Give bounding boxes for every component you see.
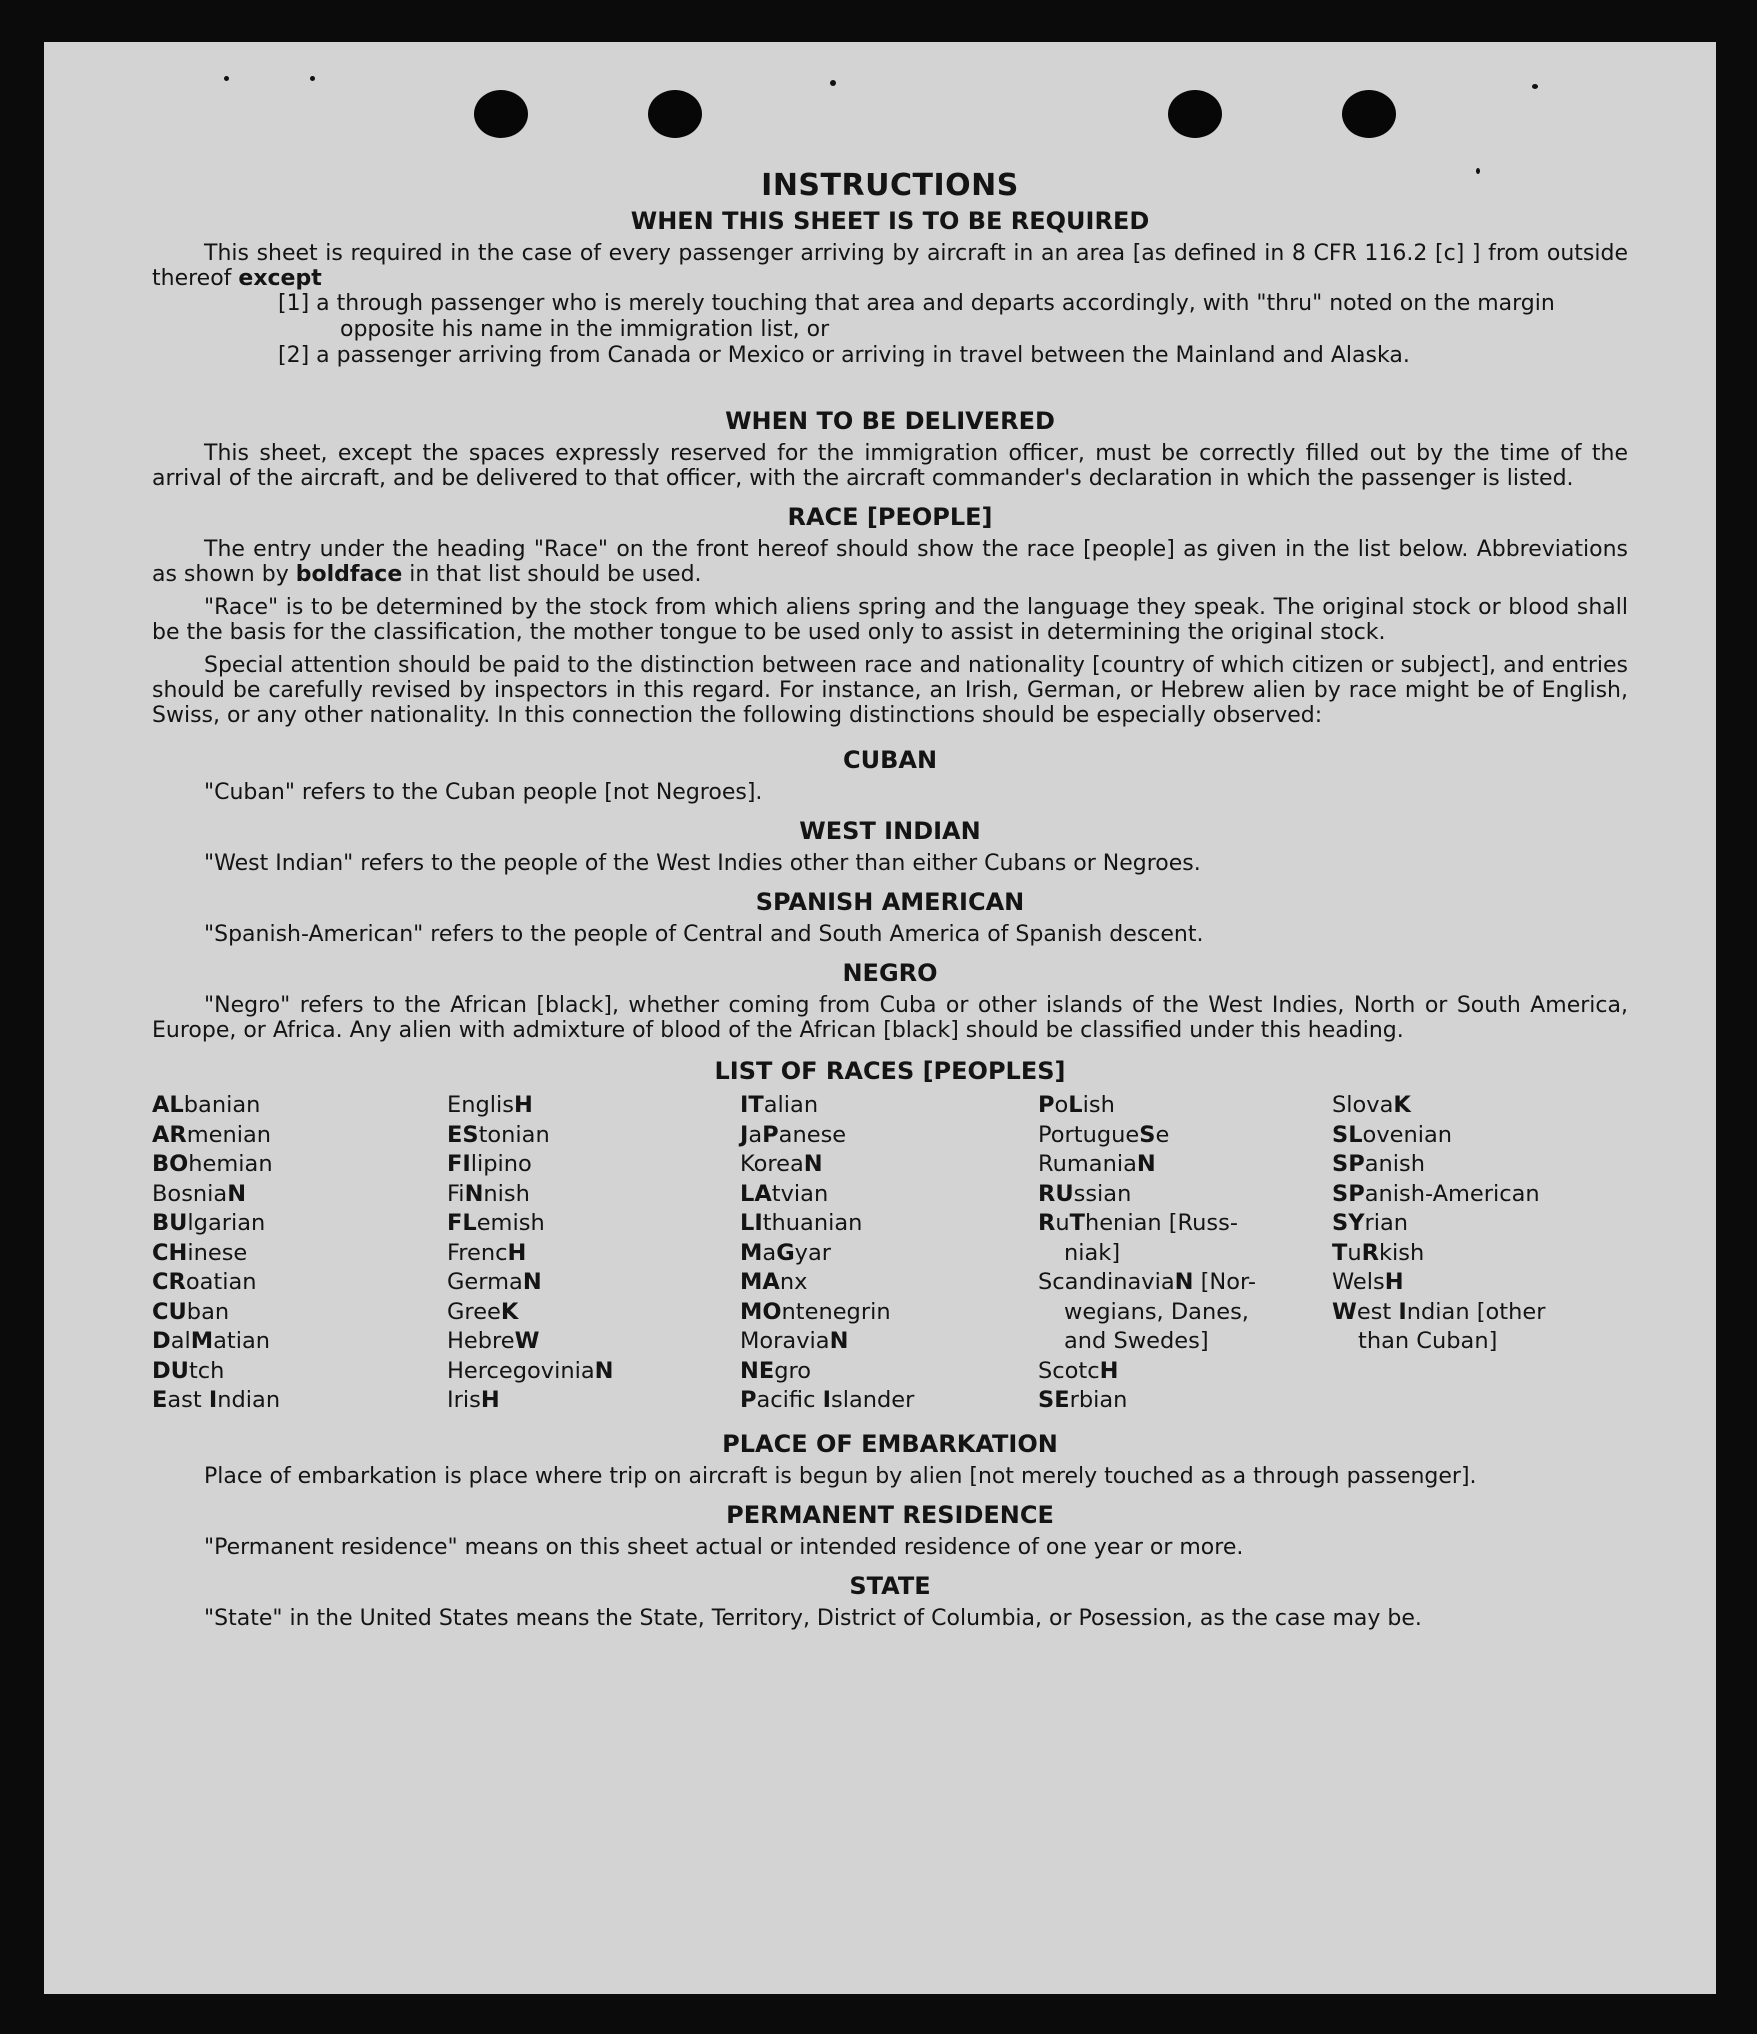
race-abbreviation: FI — [447, 1151, 471, 1177]
race-paragraph-3: Special attention should be paid to the distinction between race and nationality [country of which citizen or subject], and entries should be carefully revised by inspectors in this regard. For instance, an Irish, German, or Hebrew alien by race might be of English, Swiss, or any other nationality. In this connection the following distinctions should be especially observed: — [152, 653, 1628, 728]
race-text: lipino — [470, 1151, 532, 1177]
race-abbreviation: LA — [740, 1180, 772, 1207]
race-entry — [740, 1357, 1038, 1387]
race-text: al — [170, 1328, 191, 1354]
race-abbreviation: SL — [1332, 1121, 1363, 1148]
race-text: rbian — [1069, 1387, 1128, 1413]
heading-list-of-races: LIST OF RACES [PEOPLES] — [714, 1057, 1066, 1085]
race-p1-boldface: boldface — [295, 562, 403, 587]
heading-negro: NEGRO — [842, 959, 938, 987]
race-entry — [447, 1357, 740, 1387]
race-text: Hebre — [447, 1328, 515, 1354]
punch-hole — [648, 90, 702, 138]
race-text: Slova — [1332, 1092, 1394, 1118]
delivered-text: This sheet, except the spaces expressly reserved for the immigration officer, must be correctly filled out by the time of the arrival of the aircraft, and be delivered to that officer, with the aircraft commander's declaration in which the passenger is listed. — [152, 441, 1628, 491]
west-indian-text: "West Indian" refers to the people of the West Indies other than either Cubans or Negroes. — [204, 851, 1201, 876]
required-intro — [152, 241, 1628, 291]
race-entry — [1332, 1298, 1628, 1328]
race-abbreviation: R — [1038, 1210, 1056, 1236]
race-entry — [1332, 1268, 1628, 1298]
race-entry — [740, 1386, 1038, 1416]
residence-text: "Permanent residence" means on this sheet actual or intended residence of one year or more. — [204, 1534, 1244, 1560]
race-text: nx — [779, 1269, 808, 1295]
race-abbreviation: N — [829, 1328, 849, 1354]
race-abbreviation: T — [1069, 1210, 1085, 1236]
instructions-body — [152, 168, 1628, 1631]
races-column — [447, 1091, 740, 1416]
page-title: INSTRUCTIONS — [761, 168, 1019, 203]
race-text: atian — [213, 1328, 271, 1354]
race-abbreviation: CR — [152, 1269, 186, 1295]
item-text: a through passenger who is merely touching that area and departs accordingly, with "thru" noted on the margin opposite his name in the immigration list, or — [316, 291, 1555, 342]
speck — [310, 76, 315, 81]
race-entry — [1332, 1327, 1628, 1357]
race-text: est — [1356, 1298, 1399, 1325]
race-text: and Swedes] — [1064, 1328, 1209, 1354]
race-entry — [1332, 1209, 1628, 1239]
race-abbreviation: ES — [447, 1121, 479, 1148]
race-entry — [740, 1268, 1038, 1298]
race-abbreviation: SP — [1332, 1151, 1365, 1177]
race-entry — [1038, 1180, 1332, 1210]
race-abbreviation: MO — [740, 1298, 782, 1325]
race-text: Wels — [1332, 1269, 1385, 1295]
race-entry — [740, 1298, 1038, 1328]
race-abbreviation: K — [500, 1298, 519, 1325]
race-text: thuanian — [762, 1210, 863, 1236]
race-text: Iris — [447, 1387, 481, 1413]
speck — [224, 76, 229, 81]
race-entry — [152, 1239, 447, 1269]
race-text: ndian [other — [1406, 1298, 1546, 1325]
race-entry — [447, 1386, 740, 1416]
race-entry — [447, 1091, 740, 1121]
race-text: slander — [830, 1387, 915, 1413]
race-text: banian — [183, 1092, 261, 1118]
race-entry — [740, 1239, 1038, 1269]
races-column — [1038, 1091, 1332, 1416]
race-entry — [152, 1298, 447, 1328]
race-entry — [447, 1327, 740, 1357]
race-entry — [152, 1268, 447, 1298]
race-entry — [152, 1150, 447, 1180]
race-abbreviation: IT — [740, 1092, 764, 1118]
spanish-american-text: "Spanish-American" refers to the people of Central and South America of Spanish descent. — [204, 922, 1204, 947]
race-entry — [1038, 1150, 1332, 1180]
races-column — [152, 1091, 447, 1416]
race-text: wegians, Danes, — [1064, 1298, 1249, 1325]
race-entry — [1038, 1121, 1332, 1151]
heading-spanish-american: SPANISH AMERICAN — [755, 888, 1025, 916]
item-text: a passenger arriving from Canada or Mexico or arriving in travel between the Mainland and Alaska. — [316, 343, 1410, 368]
required-intro-text: This sheet is required in the case of every passenger arriving by aircraft in an area [as defined in 8 CFR 116.2 [c] ] from outside thereof — [152, 241, 1628, 291]
race-entry — [447, 1209, 740, 1239]
race-entry — [740, 1121, 1038, 1151]
item-number: [2] — [278, 343, 310, 368]
race-text: o — [1054, 1092, 1069, 1118]
race-text: tonian — [478, 1121, 550, 1148]
race-text: yar — [794, 1239, 832, 1266]
heading-race: RACE [PEOPLE] — [787, 503, 993, 531]
race-entry — [740, 1091, 1038, 1121]
race-text: hemian — [188, 1151, 273, 1177]
race-abbreviation: DU — [152, 1357, 189, 1384]
race-text: u — [1347, 1239, 1362, 1266]
race-entry — [1038, 1327, 1332, 1357]
race-text: ish — [1082, 1092, 1115, 1118]
required-item-2 — [152, 343, 1628, 369]
race-text: Gree — [447, 1298, 501, 1325]
race-abbreviation: N — [522, 1269, 542, 1295]
race-abbreviation: H — [513, 1092, 533, 1118]
race-text: ntenegrin — [781, 1298, 891, 1325]
race-entry — [152, 1386, 447, 1416]
race-text: e — [1155, 1121, 1170, 1148]
race-abbreviation: I — [1398, 1298, 1407, 1325]
race-abbreviation: S — [1139, 1121, 1156, 1148]
race-abbreviation: FL — [447, 1210, 477, 1236]
race-entry — [1038, 1239, 1332, 1269]
race-abbreviation: T — [1332, 1239, 1348, 1266]
race-abbreviation: W — [1332, 1298, 1357, 1325]
race-entry — [1038, 1091, 1332, 1121]
race-abbreviation: E — [152, 1387, 168, 1413]
race-text: nish — [483, 1180, 530, 1207]
race-abbreviation: LI — [740, 1210, 763, 1236]
race-entry — [447, 1268, 740, 1298]
race-text: Englis — [447, 1092, 514, 1118]
race-text: menian — [186, 1121, 272, 1148]
race-entry — [1038, 1209, 1332, 1239]
item-number: [1] — [278, 291, 310, 316]
race-abbreviation: N — [1174, 1269, 1194, 1295]
race-abbreviation: P — [740, 1387, 757, 1413]
races-list — [152, 1091, 1628, 1416]
race-text: u — [1055, 1210, 1070, 1236]
race-entry — [740, 1327, 1038, 1357]
race-text: henian [Russ- — [1084, 1210, 1238, 1236]
heading-cuban: CUBAN — [842, 746, 938, 774]
race-text: Moravia — [740, 1328, 830, 1354]
race-entry — [740, 1150, 1038, 1180]
race-text: kish — [1378, 1239, 1425, 1266]
race-entry — [447, 1180, 740, 1210]
race-entry — [447, 1239, 740, 1269]
embarkation-text: Place of embarkation is place where trip on aircraft is begun by alien [not merely touched as a through passenger]. — [204, 1463, 1477, 1489]
punch-hole — [1342, 90, 1396, 138]
race-text: Fi — [447, 1180, 465, 1207]
race-text: ban — [186, 1298, 230, 1325]
speck — [1532, 84, 1538, 89]
race-text: alian — [763, 1092, 819, 1118]
race-p1-text: The entry under the heading "Race" on the front hereof should show the race [people] as given in the list below. Abbreviations as shown by — [152, 537, 1628, 587]
race-entry — [1038, 1298, 1332, 1328]
race-abbreviation: W — [514, 1328, 540, 1354]
race-text: Rumania — [1038, 1151, 1137, 1177]
race-text: rian — [1364, 1210, 1409, 1236]
race-abbreviation: SE — [1038, 1387, 1070, 1413]
race-entry — [447, 1121, 740, 1151]
race-abbreviation: H — [1099, 1357, 1119, 1384]
state-text: "State" in the United States means the State, Territory, District of Columbia, or Posession, as the case may be. — [204, 1605, 1422, 1631]
race-abbreviation: CU — [152, 1298, 187, 1325]
negro-text: "Negro" refers to the African [black], whether coming from Cuba or other islands of the West Indies, North or South America, Europe, or Africa. Any alien with admixture of blood of the African [black] should be classified under this heading. — [152, 993, 1628, 1043]
heading-required: WHEN THIS SHEET IS TO BE REQUIRED — [630, 207, 1150, 235]
race-text: a — [762, 1239, 777, 1266]
race-text: Bosnia — [152, 1180, 228, 1207]
race-text: ndian — [217, 1387, 281, 1413]
race-abbreviation: BO — [152, 1151, 189, 1177]
race-text: Germa — [447, 1269, 523, 1295]
race-paragraph-1 — [152, 537, 1628, 587]
race-abbreviation: H — [1384, 1269, 1404, 1295]
race-text: ast — [167, 1387, 209, 1413]
race-entry — [1332, 1239, 1628, 1269]
race-entry — [152, 1327, 447, 1357]
race-text: ovenian — [1362, 1121, 1453, 1148]
race-text: Scotc — [1038, 1357, 1100, 1384]
race-entry — [447, 1150, 740, 1180]
race-abbreviation: L — [1068, 1092, 1083, 1118]
race-abbreviation: M — [190, 1328, 214, 1354]
race-abbreviation: K — [1393, 1092, 1411, 1118]
race-entry — [1332, 1150, 1628, 1180]
race-entry — [152, 1121, 447, 1151]
race-entry — [152, 1180, 447, 1210]
heading-delivered: WHEN TO BE DELIVERED — [725, 407, 1055, 435]
race-abbreviation: D — [152, 1328, 171, 1354]
race-abbreviation: MA — [740, 1269, 780, 1295]
race-text: gro — [774, 1357, 812, 1384]
race-text: niak] — [1064, 1239, 1121, 1266]
race-entry — [447, 1298, 740, 1328]
race-text: anish — [1364, 1151, 1425, 1177]
race-abbreviation: M — [740, 1239, 763, 1266]
race-abbreviation: I — [208, 1387, 218, 1413]
race-text: Scandinavia — [1038, 1269, 1175, 1295]
race-entry — [1038, 1268, 1332, 1298]
punch-hole — [1168, 90, 1222, 138]
document-page — [44, 42, 1716, 1994]
race-abbreviation: I — [822, 1387, 831, 1413]
race-abbreviation: NE — [740, 1357, 775, 1384]
race-abbreviation: J — [740, 1121, 749, 1148]
race-abbreviation: SP — [1332, 1180, 1365, 1207]
race-abbreviation: G — [776, 1239, 795, 1266]
heading-embarkation: PLACE OF EMBARKATION — [722, 1429, 1058, 1458]
race-abbreviation: H — [480, 1387, 500, 1413]
race-entry — [1332, 1121, 1628, 1151]
race-abbreviation: N — [803, 1151, 823, 1177]
race-abbreviation: R — [1361, 1239, 1379, 1266]
race-entry — [152, 1091, 447, 1121]
race-entry — [152, 1357, 447, 1387]
race-abbreviation: CH — [152, 1239, 188, 1266]
race-entry — [1332, 1180, 1628, 1210]
race-entry — [152, 1209, 447, 1239]
race-abbreviation: AR — [152, 1121, 187, 1148]
heading-residence: PERMANENT RESIDENCE — [726, 1500, 1054, 1529]
races-column — [740, 1091, 1038, 1416]
race-text: tvian — [771, 1180, 829, 1207]
race-abbreviation: N — [464, 1180, 484, 1207]
race-text: tch — [188, 1357, 225, 1384]
race-abbreviation: P — [1038, 1092, 1055, 1118]
required-intro-except: except — [238, 266, 322, 291]
race-entry — [740, 1209, 1038, 1239]
race-abbreviation: N — [594, 1357, 614, 1384]
race-text: oatian — [185, 1269, 257, 1295]
race-text: [Nor- — [1193, 1269, 1256, 1295]
race-text: emish — [476, 1210, 545, 1236]
race-text: Portugue — [1038, 1121, 1140, 1148]
race-abbreviation: BU — [152, 1210, 188, 1236]
race-abbreviation: SY — [1332, 1210, 1365, 1236]
heading-state: STATE — [849, 1571, 931, 1600]
race-text: ssian — [1073, 1180, 1132, 1207]
race-entry — [1038, 1386, 1332, 1416]
race-abbreviation: H — [507, 1239, 527, 1266]
race-abbreviation: N — [1136, 1151, 1156, 1177]
race-paragraph-2: "Race" is to be determined by the stock from which aliens spring and the language they speak. The original stock or blood shall be the basis for the classification, the mother tongue to be used only to assist in determining the original stock. — [152, 595, 1628, 645]
race-text: Korea — [740, 1151, 804, 1177]
race-text: than Cuban] — [1358, 1328, 1498, 1354]
heading-west-indian: WEST INDIAN — [799, 817, 981, 845]
race-text: a — [748, 1121, 763, 1148]
races-column — [1332, 1091, 1628, 1416]
race-abbreviation: AL — [152, 1092, 184, 1118]
race-text: inese — [187, 1239, 248, 1266]
race-abbreviation: N — [227, 1180, 247, 1207]
race-text: anese — [778, 1121, 847, 1148]
race-abbreviation: RU — [1038, 1180, 1074, 1207]
race-entry — [1038, 1357, 1332, 1387]
speck — [830, 80, 836, 86]
race-text: Hercegovinia — [447, 1357, 595, 1384]
cuban-text: "Cuban" refers to the Cuban people [not Negroes]. — [204, 780, 763, 805]
race-text: anish-American — [1364, 1180, 1540, 1207]
punch-hole — [474, 90, 528, 138]
race-abbreviation: P — [762, 1121, 779, 1148]
race-entry — [740, 1180, 1038, 1210]
race-text: Frenc — [447, 1239, 508, 1266]
race-entry — [1332, 1091, 1628, 1121]
required-item-1 — [152, 291, 1628, 343]
race-text: acific — [756, 1387, 823, 1413]
race-p1-tail: in that list should be used. — [402, 562, 702, 587]
race-text: lgarian — [187, 1210, 266, 1236]
